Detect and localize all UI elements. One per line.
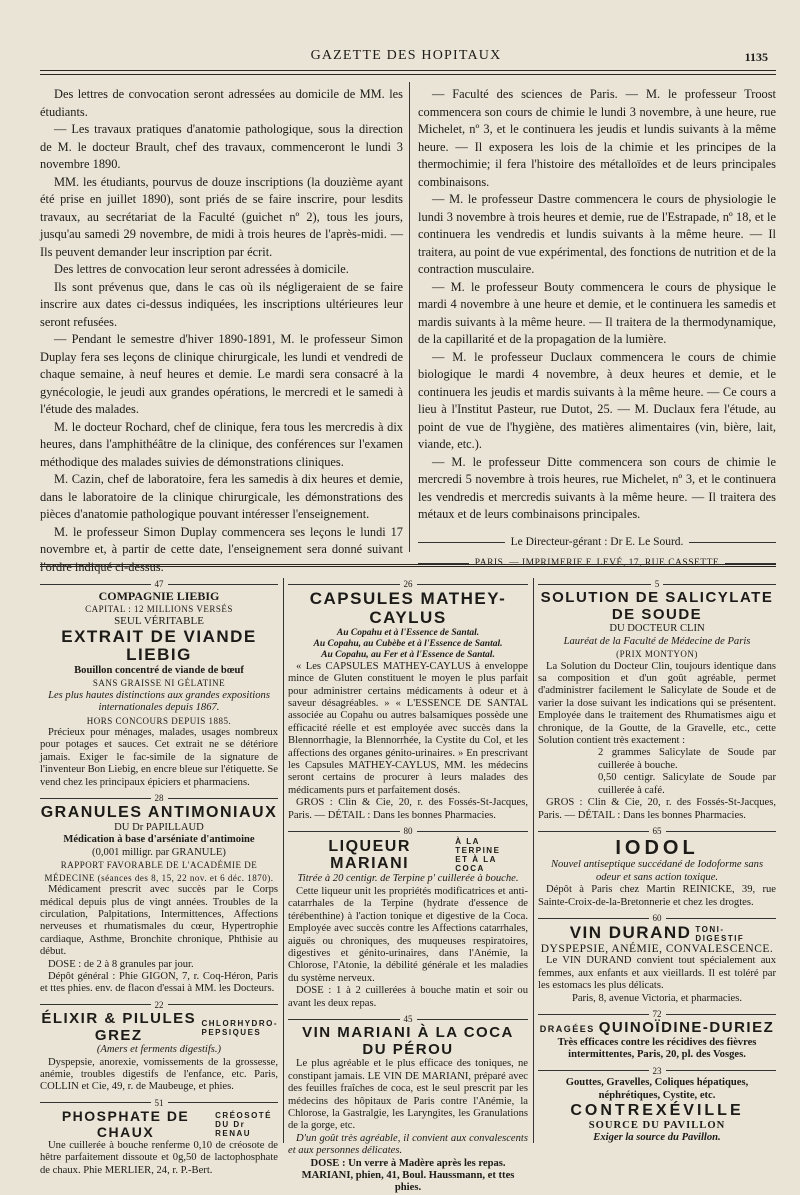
liqueur-title-row	[288, 837, 528, 873]
granules-depot: Dépôt général : Phie GIGON, 7, r. Coq-Héron, Paris et ttes phies. env. de flacon d'essai à MM. les Docteurs.	[40, 970, 278, 995]
vin-mariani-quote: D'un goût très agréable, il convient aux convalescents et aux personnes délicates.	[288, 1132, 528, 1157]
paragraph: M. Cazin, chef de laboratoire, fera les samedis à dix heures et demie, dans le laboratoire de la clinique chirurgicale, les démonstrations des pièces d'anatomie pathologique pouvant intéresser l'enseignement.	[40, 472, 403, 521]
paragraph: Des lettres de convocation seront adressées au domicile de MM. les étudiants.	[40, 87, 403, 119]
paragraph: M. le docteur Rochard, chef de clinique, fera tous les mercredis à dix heures, dans l'amphithéâtre de la clinique, des conférences sur l'examen méthodique des malades suivies de démonstrations cliniques.	[40, 419, 403, 469]
liebig-capital: CAPITAL : 12 MILLIONS VERSÉS	[85, 603, 233, 614]
right-news-column	[418, 86, 776, 573]
paragraph: — Les travaux pratiques d'anatomie pathologique, sous la direction de M. le docteur Brault, chef des travaux, commenceront le lundi 3 novembre 1890.	[40, 122, 403, 171]
header-rule-2	[40, 74, 776, 75]
granules-dose: (0,001 milligr. par GRANULE)	[92, 846, 226, 858]
ad-number: 60	[538, 912, 776, 924]
granules-dose2: DOSE : de 2 à 8 granules par jour.	[48, 958, 194, 970]
salicylate-title: SOLUTION DE SALICYLATE DE SOUDE	[540, 589, 774, 623]
vin-mariani-footer: MARIANI, phien, 41, Boul. Haussmann, et ttes phies.	[301, 1170, 515, 1194]
advertisements	[40, 578, 776, 1194]
ad-number: 5	[538, 578, 776, 590]
granules-rapport: RAPPORT FAVORABLE DE L'ACADÉMIE DE MÉDECINE (séances des 8, 15, 22 nov. et 6 déc. 1870).	[44, 860, 274, 883]
phosphate-title: PHOSPHATE DE CHAUX	[61, 1108, 190, 1140]
paragraph: — M. le professeur Dastre commencera le cours de physiologie le lundi 3 novembre à trois heures et demie, rue de l'Estrapade, nº 18, et le continuera les vendredis et lundis suivants à la même heure. — Il traitera, au point de vue expérimental, des fonctions de nutrition et de la contraction musculaire.	[418, 192, 776, 276]
liqueur-title-small: À LA TERPINE ET À LA COCA	[455, 837, 501, 874]
ad-number: 80	[288, 825, 528, 837]
paragraph: — M. le professeur Duclaux commencera le cours de chimie biologique le mardi 4 novembre, à deux heures et demie, et le continuera les jeudis et mardis suivants à la même heure. — Ce cours a lieu à l'Institut Pasteur, rue Dutot, 25. — M. Duclaux fera l'étude, au point de vue de l'hygiène, des matières alimentaires (vin, bière, lait, viande, etc.).	[418, 349, 776, 451]
granules-by: DU Dr PAPILLAUD	[114, 822, 204, 834]
capsules-line: Au Copahu et à l'Essence de Santal.	[336, 627, 480, 638]
liebig-sub: Bouillon concentré de viande de bœuf	[74, 665, 244, 676]
capsules-line: Au Copahu, au Cubèbe et à l'Essence de Santal.	[313, 638, 503, 649]
vin-durand-title-row	[538, 924, 776, 943]
ad-number: 28	[40, 792, 278, 804]
left-news-column	[40, 86, 403, 576]
ad-number: 47	[40, 578, 278, 590]
capsules-title: CAPSULES MATHEY-CAYLUS	[309, 589, 507, 628]
paragraph: M. le professeur Simon Duplay commencera ses leçons le lundi 17 novembre et, à partir de cette date, l'enseignement sera donné suivant l'ordre indiqué ci-dessus.	[40, 524, 403, 574]
iodol-sub: Nouvel antiseptique succédané de Iodoforme sans odeur et sans action toxique.	[550, 859, 764, 883]
liqueur-dose: DOSE : 1 à 2 cuillerées à bouche matin et soir ou avant les deux repas.	[288, 985, 528, 1009]
dragees-title: QUINOÏDINE-DURIEZ	[598, 1019, 775, 1037]
paragraph: — Faculté des sciences de Paris. — M. le professeur Troost commencera son cours de chimie le lundi 3 novembre, à une heure, rue Michelet, nº 3, et le continuera les jeudis et lundis suivants à la même heure. — Il exposera les lois de la chimie et les principes de la thermochimie; il fera l'histoire des métalloïdes et de leurs principales combinaisons.	[418, 87, 776, 189]
elixir-title-small: CHLORHYDRO- PEPSIQUES	[201, 1018, 278, 1037]
capsules-gros: GROS : Clin & Cie, 20, r. des Fossés-St-Jacques, Paris. — DÉTAIL : Dans les bonnes Pharmacies.	[288, 797, 528, 821]
ad-number: 72	[538, 1008, 776, 1020]
liebig-title: EXTRAIT DE VIANDE LIEBIG	[61, 626, 257, 665]
iodol-title: IODOL	[615, 837, 699, 860]
contrexeville-title: CONTREXÉVILLE	[570, 1102, 744, 1119]
rule	[689, 542, 776, 543]
granules-sub: Médication à base d'arséniate d'antimoine	[63, 834, 255, 846]
page-header	[40, 46, 772, 66]
paragraph: MM. les étudiants, pourvus de douze inscriptions (la douzième ayant été prise en juillet 1890), sont priés de se faire inscrire, pour lesdits travaux, au secrétariat de la Faculté (guichet nº 2), tous les jours, jusqu'au samedi 29 novembre, de midi à trois heures de l'après-midi. — Ils peuvent demander leur inscription par écrit.	[40, 174, 403, 259]
vin-durand-body: Le VIN DURAND convient tout spécialement aux femmes, aux enfants et aux vieillards. Il est toléré par les estomacs les plus délicats.	[538, 955, 776, 992]
liebig-distinctions: Les plus hautes distinctions aux grandes expositions internationales depuis 1867.	[48, 689, 270, 714]
liebig-sans: SANS GRAISSE NI GÉLATINE	[92, 678, 226, 689]
gerant-line	[418, 534, 776, 552]
iodol-body: Dépôt à Paris chez Martin REINICKE, 39, rue Sainte-Croix-de-la-Bretonnerie et chez les drogtes.	[538, 884, 776, 908]
liebig-hors: HORS CONCOURS DEPUIS 1885.	[86, 715, 232, 726]
granules-title: GRANULES ANTIMONIAUX	[40, 804, 278, 822]
salicylate-dose1: 2 grammes Salicylate de Soude par cuillerée à bouche.	[598, 747, 776, 771]
paragraph: — M. le professeur Ditte commencera son cours de chimie le mercredi 5 novembre à trois heures, rue Michelet, nº 3, et le continuera les vendredis et mercredis suivants à la même heure. — Il traitera des métaux et de leurs combinaisons principales.	[418, 454, 776, 521]
liqueur-sub: Titrée à 20 centigr. de Terpine p' cuillerée à bouche.	[297, 873, 519, 885]
salicylate-dose2: 0,50 centigr. Salicylate de Soude par cuillerée à café.	[598, 772, 776, 796]
ad-number: 45	[288, 1013, 528, 1025]
vin-mariani-dose: DOSE : Un verre à Madère après les repas.	[310, 1157, 506, 1169]
salicylate-gros: GROS : Clin & Cie, 20, r. des Fossés-St-Jacques, Paris. — DÉTAIL : Dans les bonnes Pharmacies.	[538, 797, 776, 821]
ad-column-3	[538, 578, 776, 1144]
salicylate-body: La Solution du Docteur Clin, toujours identique dans sa composition et d'un goût agréable, permet d'administrer facilement le Salicylate de Soude et de varier la dose suivant les indications qui se présentent. Employée dans le traitement des Rhumatismes aigu et chronique, de la Goutte, de la Gravelle, etc., cette Solution contient très exactement :	[538, 660, 776, 747]
ad-column-divider	[533, 578, 534, 1143]
paragraph: — Pendant le semestre d'hiver 1890-1891, M. le professeur Simon Duplay fera ses leçons de clinique chirurgicale, les lundi et vendredi de chaque semaine, à neuf heures et demie. Le mardi sera consacré à la gynécologie, le jeudi aux grandes opérations, le mercredi et le samedi à l'étude des malades.	[40, 332, 403, 416]
dragees-title-row	[538, 1020, 776, 1037]
paragraph: — M. le professeur Bouty commencera le cours de physique le mardi 4 novembre à une heure et demie, et le continuera les samedis et mardis suivants à la même heure. — Il traitera de la thermodynamique, de la capillarité et de la propagation de la lumière.	[418, 279, 776, 346]
vin-mariani-title: VIN MARIANI À LA COCA DU PÉROU	[302, 1024, 514, 1058]
vin-durand-title-small: TONI- DIGESTIF	[695, 924, 745, 943]
salicylate-prix: (PRIX MONTYON)	[616, 649, 698, 660]
elixir-title: ÉLIXIR & PILULES GREZ	[41, 1010, 197, 1044]
contrexeville-sub: Gouttes, Gravelles, Coliques hépatiques, néphrétiques, Cystite, etc.	[565, 1077, 749, 1101]
contrexeville-exiger: Exiger la source du Pavillon.	[593, 1132, 721, 1143]
ad-number: 22	[40, 999, 278, 1011]
ad-number: 51	[40, 1097, 278, 1109]
liebig-company: COMPAGNIE LIEBIG	[98, 589, 220, 604]
vin-durand-address: Paris, 8, avenue Victoria, et pharmacies.	[571, 992, 743, 1004]
ad-column-divider	[283, 578, 284, 1143]
ad-column-2	[288, 578, 528, 1195]
elixir-title-row	[40, 1011, 278, 1044]
rule	[418, 542, 505, 543]
paragraph: Ils sont prévenus que, dans le cas où ils négligeraient de se faire inscrire aux dates ci-dessus indiquées, les inscriptions ultérieures leur seront refusées.	[40, 279, 403, 329]
journal-title: GAZETTE DES HOPITAUX	[310, 48, 502, 63]
ad-number: 65	[538, 825, 776, 837]
paragraph: Des lettres de convocation leur seront adressées à domicile.	[54, 262, 349, 276]
gerant-text: Le Directeur-gérant : Dr E. Le Sourd.	[510, 535, 684, 548]
ad-column-1	[40, 578, 278, 1177]
elixir-body: Dyspepsie, anorexie, vomissements de la grossesse, anémie, troubles digestifs de l'enfance, etc. Paris, COLLIN et Cie, 49, r. de Maubeuge, et phies.	[40, 1056, 278, 1093]
ad-number: 23	[538, 1065, 776, 1077]
header-rule	[40, 70, 776, 71]
elixir-sub: (Amers et ferments digestifs.)	[96, 1044, 222, 1056]
contrexeville-source: SOURCE DU PAVILLON	[588, 1119, 726, 1131]
vin-durand-sub: DYSPEPSIE, ANÉMIE, CONVALESCENCE.	[540, 943, 774, 956]
ads-top-rule	[40, 564, 776, 567]
column-divider	[409, 82, 410, 552]
dragees-body: Très efficaces contre les récidives des fièvres intermittentes, Paris, 20, pl. des Vosges.	[557, 1036, 757, 1061]
imprimerie-text: PARIS. — IMPRIMERIE F. LEVÉ, 17, RUE CASSETTE	[474, 558, 720, 568]
salicylate-laureat: Lauréat de la Faculté de Médecine de Paris	[563, 635, 751, 647]
dragees-title-small: DRAGÉES	[539, 1024, 595, 1035]
liqueur-body: Cette liqueur unit les propriétés modificatrices et anti-catarrhales de la Terpine (hydrate d'essence de térébenthine) à l'action tonique et digestive de la Coca. Employée avec succès contre les Affections catarrhales, aiguës ou chroniques, des muqueuses respiratoires, digestives et génito-urinaires, dans l'Anémie, la Chlorose, l'Atonie, la débilité générale et les maladies du système nerveux.	[288, 885, 528, 984]
phosphate-title-row	[40, 1109, 278, 1140]
vin-durand-title: VIN DURAND	[569, 923, 692, 943]
liebig-seul: SEUL VÉRITABLE	[114, 615, 204, 628]
phosphate-body: Une cuillerée à bouche renferme 0,10 de créosote de hêtre parfaitement dissoute et 0g,50 de lactophosphate de chaux. Phie MERLIER, 24, r. P.-Bert.	[40, 1139, 278, 1176]
ad-number: 26	[288, 578, 528, 590]
page-number: 1135	[744, 50, 768, 64]
phosphate-title-small: CRÉOSOTÉ DU Dr RENAU	[215, 1111, 273, 1139]
liqueur-title: LIQUEUR MARIANI	[328, 837, 411, 873]
capsules-body: « Les CAPSULES MATHEY-CAYLUS à enveloppe mince de Gluten constituent le moyen le plus parfait pour administrer certains médicaments à odeur et à saveur désagréables. » « L'ESSENCE DE SANTAL associée au Copahu ou autres balsamiques possède une efficacité réelle et est employée avec succès dans la Blennorrhagie, la Blennorrhée, la Cystite du Col, et les affections des organes génito-urinaires. » En prescrivant les Capsules MATHEY-CAYLUS, MM. les médecins seront certains de procurer à leurs malades des médicaments purs et parfaitement dosés.	[288, 660, 528, 796]
liebig-body: Précieux pour ménages, malades, usages nombreux pour potages et sauces. Cet extrait ne se détériore jamais. Exiger le fac-simile de la signature de l'inventeur Bon Liebig, en encre bleue sur l'étiquette. Se vend chez les principaux épiciers et pharmaciens.	[40, 727, 278, 788]
vin-mariani-body: Le plus agréable et le plus efficace des toniques, ne constipant jamais. LE VIN DE MARIANI, préparé avec des feuilles fraîches de coca, est le seul prescrit par les médecins des hôpitaux de Paris contre l'Anémie, la Chlorose, la Gastralgie, les Laryngites, les Granulations de la gorge, etc.	[288, 1058, 528, 1132]
capsules-line: Au Copahu, au Fer et à l'Essence de Santal.	[321, 649, 495, 660]
salicylate-by: DU DOCTEUR CLIN	[609, 623, 705, 635]
granules-body: Médicament prescrit avec succès par le Corps médical depuis plus de vingt années. Troubles de la circulation, Palpitations, Intermittences, Affections nerveuses et rhumatismales du cœur, Hypertrophie cardiaque, Asthme, Bronchite chronique, Phthisie au début.	[40, 884, 278, 958]
